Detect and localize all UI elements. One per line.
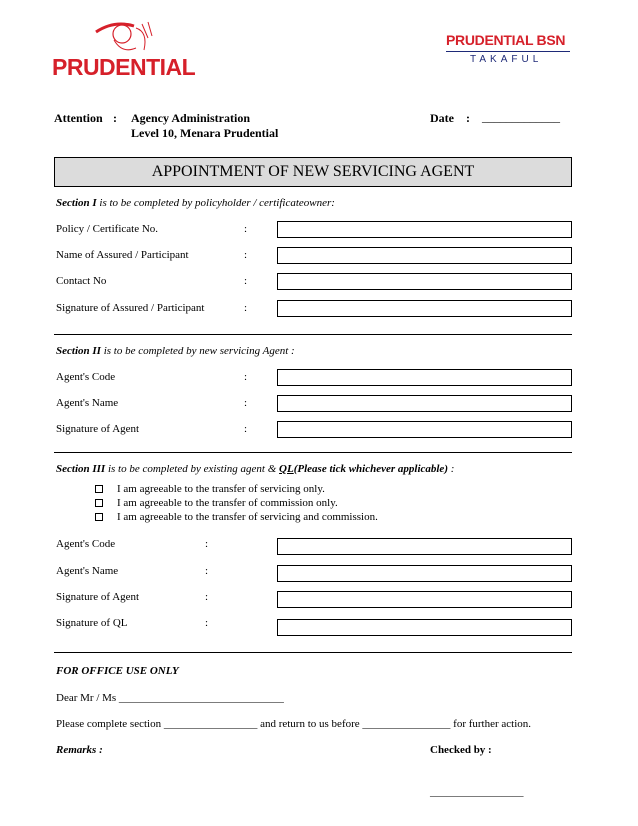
new-agent-signature-input[interactable] [277, 421, 572, 438]
assured-signature-input[interactable] [277, 300, 572, 317]
date-sep: : [466, 111, 470, 125]
option-servicing-only[interactable]: I am agreeable to the transfer of servicing only. [95, 483, 325, 495]
prudential-bsn-wordmark: PRUDENTIAL BSN [446, 32, 566, 48]
colon: : [205, 617, 209, 629]
office-use-heading: FOR OFFICE USE ONLY [56, 665, 179, 677]
form-title: APPOINTMENT OF NEW SERVICING AGENT [151, 163, 475, 180]
prudential-bsn-logo [440, 30, 575, 70]
existing-agent-name-input[interactable] [277, 565, 572, 582]
colon: : [244, 423, 248, 435]
checkbox[interactable] [95, 513, 103, 521]
existing-agent-code-input[interactable] [277, 538, 572, 555]
colon: : [244, 302, 248, 314]
ql-signature-input[interactable] [277, 619, 572, 636]
divider [54, 452, 572, 453]
colon: : [244, 275, 248, 287]
divider [54, 652, 572, 653]
section2-heading: Section II is to be completed by new servicing Agent : [56, 345, 295, 357]
field-label-new-agent-code: Agent's Code [56, 371, 116, 383]
takaful-label: TAKAFUL [470, 54, 543, 65]
option-commission-only[interactable]: I am agreeable to the transfer of commission only. [95, 497, 338, 509]
instruction-line: Please complete section _________________ and return to us before ________________ for further action. [56, 718, 532, 730]
field-label-assured-signature: Signature of Assured / Participant [56, 302, 205, 314]
field-label-contact-no: Contact No [56, 275, 107, 287]
colon: : [244, 371, 248, 383]
colon: : [205, 591, 209, 603]
field-label-ql-signature: Signature of QL [56, 617, 128, 629]
attention-label: Attention [54, 111, 103, 125]
field-label-new-agent-name: Agent's Name [56, 397, 119, 409]
checkbox[interactable] [95, 485, 103, 493]
colon: : [205, 565, 209, 577]
existing-agent-signature-input[interactable] [277, 591, 572, 608]
divider [54, 334, 572, 335]
checked-by-signature-line[interactable]: _________________ [430, 786, 524, 798]
field-label-policy-no: Policy / Certificate No. [56, 223, 159, 235]
date-field[interactable]: _____________ [482, 110, 560, 124]
assured-name-input[interactable] [277, 247, 572, 264]
new-agent-name-input[interactable] [277, 395, 572, 412]
field-label-assured-name: Name of Assured / Participant [56, 249, 189, 261]
prudential-logo [52, 18, 196, 80]
colon: : [244, 223, 248, 235]
option-servicing-and-commission[interactable]: I am agreeable to the transfer of servicing and commission. [95, 511, 378, 523]
policy-no-input[interactable] [277, 221, 572, 238]
colon: : [244, 249, 248, 261]
form-title-box [54, 157, 572, 187]
dear-line: Dear Mr / Ms ______________________________ [56, 692, 284, 704]
prudential-wordmark: PRUDENTIAL [52, 54, 196, 80]
field-label-existing-agent-code: Agent's Code [56, 538, 116, 550]
colon: : [205, 538, 209, 550]
checked-by-label: Checked by : [430, 744, 492, 756]
remarks-label: Remarks : [56, 744, 103, 756]
contact-no-input[interactable] [277, 273, 572, 290]
checkbox[interactable] [95, 499, 103, 507]
field-label-new-agent-signature: Signature of Agent [56, 423, 140, 435]
section1-heading: Section I is to be completed by policyholder / certificateowner: [56, 197, 335, 209]
attention-line2: Level 10, Menara Prudential [131, 126, 279, 140]
new-agent-code-input[interactable] [277, 369, 572, 386]
section3-heading: Section III is to be completed by existing agent & QL(Please tick whichever applicable) : [56, 463, 455, 475]
date-label: Date [430, 111, 454, 125]
field-label-existing-agent-name: Agent's Name [56, 565, 119, 577]
attention-line1: Agency Administration [131, 111, 251, 125]
colon: : [244, 397, 248, 409]
attention-sep: : [113, 111, 117, 125]
field-label-existing-agent-signature: Signature of Agent [56, 591, 140, 603]
